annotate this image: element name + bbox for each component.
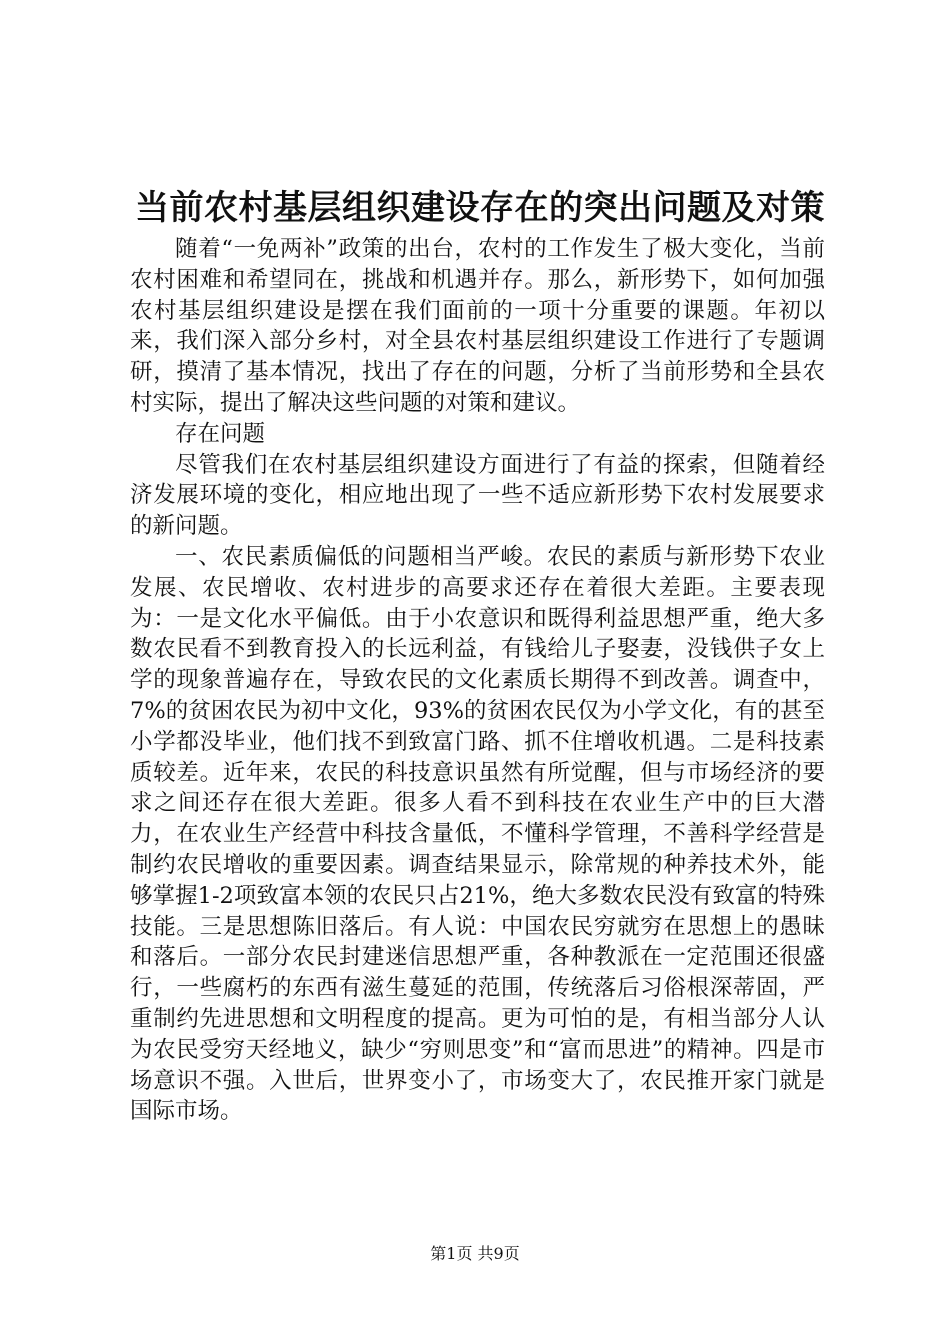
document-title: 当前农村基层组织建设存在的突出问题及对策 xyxy=(135,188,825,228)
section-intro-paragraph: 尽管我们在农村基层组织建设方面进行了有益的探索，但随着经济发展环境的变化，相应地出现了一些不适应新形势下农村发展要求的新问题。 xyxy=(130,451,825,540)
document-body xyxy=(130,234,825,1127)
intro-paragraph: 随着“一免两补”政策的出台，农村的工作发生了极大变化，当前农村困难和希望同在，挑战和机遇并存。那么，新形势下，如何加强农村基层组织建设是摆在我们面前的一项十分重要的课题。年初以来，我们深入部分乡村，对全县农村基层组织建设工作进行了专题调研，摸清了基本情况，找出了存在的问题，分析了当前形势和全县农村实际，提出了解决这些问题的对策和建议。 xyxy=(130,236,825,416)
page-footer: 第1页 共9页 xyxy=(430,1244,520,1263)
problem-one-paragraph: 一、农民素质偏低的问题相当严峻。农民的素质与新形势下农业发展、农民增收、农村进步的高要求还存在着很大差距。主要表现为：一是文化水平偏低。由于小农意识和既得利益思想严重，绝大多数农民看不到教育投入的长远利益，有钱给儿子娶妻，没钱供子女上学的现象普遍存在，导致农民的文化素质长期得不到改善。调查中，7%的贫困农民为初中文化，93%的贫困农民仅为小学文化，有的甚至小学都没毕业，他们找不到致富门路、抓不住增收机遇。二是科技素质较差。近年来，农民的科技意识虽然有所觉醒，但与市场经济的要求之间还存在很大差距。很多人看不到科技在农业生产中的巨大潜力，在农业生产经营中科技含量低，不懂科学管理，不善科学经营是制约农民增收的重要因素。调查结果显示，除常规的种养技术外，能够掌握1-2项致富本领的农民只占21%，绝大多数农民没有致富的特殊技能。三是思想陈旧落后。有人说：中国农民穷就穷在思想上的愚昧和落后。一部分农民封建迷信思想严重，各种教派在一定范围还很盛行，一些腐朽的东西有滋生蔓延的范围，传统落后习俗根深蒂固，严重制约先进思想和文明程度的提高。更为可怕的是，有相当部分人认为农民受穷天经地义，缺少“穷则思变”和“富而思进”的精神。四是市场意识不强。入世后，世界变小了，市场变大了，农民推开家门就是国际市场。 xyxy=(130,543,825,1125)
section-heading: 存在问题 xyxy=(175,420,266,447)
